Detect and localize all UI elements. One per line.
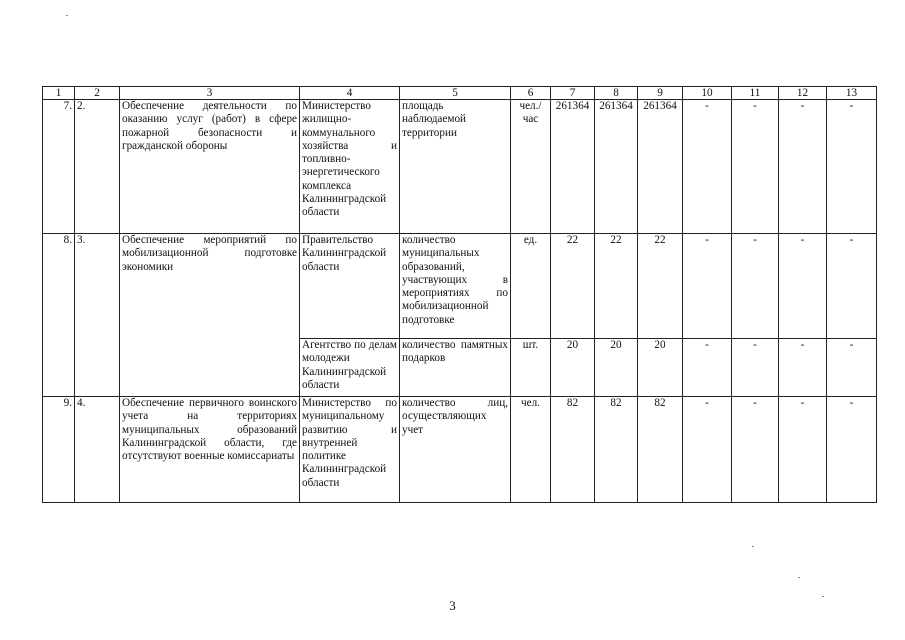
value-cell: 261364: [551, 100, 595, 234]
unit-cell: чел./ час: [511, 100, 551, 234]
column-header: 9: [638, 87, 683, 100]
unit-cell: чел.: [511, 397, 551, 503]
value-cell: -: [732, 397, 779, 503]
value-cell: -: [683, 234, 732, 339]
column-header: 4: [300, 87, 400, 100]
service-name: Обеспечение первичного воинского учета на территориях муниципальных образований Калининградской области, где отсутствуют военные комиссариаты: [120, 397, 300, 503]
column-header: 1: [43, 87, 75, 100]
value-cell: -: [732, 100, 779, 234]
column-header: 12: [779, 87, 827, 100]
column-header: 11: [732, 87, 779, 100]
value-cell: -: [779, 339, 827, 397]
scan-speck: [752, 546, 754, 547]
value-cell: -: [683, 339, 732, 397]
value-cell: 82: [595, 397, 638, 503]
service-name: Обеспечение мероприятий по мобилизационной подготовке экономики: [120, 234, 300, 397]
value-cell: -: [683, 100, 732, 234]
indicator-name: количество лиц, осуществляющих учет: [400, 397, 511, 503]
services-table: [42, 86, 877, 503]
table-row: [43, 100, 877, 234]
item-number: 3.: [75, 234, 120, 397]
indicator-name: площадь наблюдаемой территории: [400, 100, 511, 234]
value-cell: -: [779, 234, 827, 339]
value-cell: -: [779, 397, 827, 503]
unit-cell: шт.: [511, 339, 551, 397]
authority-name: Правительство Калининградской области: [300, 234, 400, 339]
value-cell: 20: [551, 339, 595, 397]
value-cell: -: [683, 397, 732, 503]
row-number: 8.: [43, 234, 75, 397]
value-cell: 22: [551, 234, 595, 339]
scan-speck: [798, 577, 800, 578]
item-number: 4.: [75, 397, 120, 503]
value-cell: -: [732, 234, 779, 339]
value-cell: 261364: [595, 100, 638, 234]
value-cell: -: [827, 397, 877, 503]
column-header: 2: [75, 87, 120, 100]
value-cell: 82: [638, 397, 683, 503]
page-number: 3: [449, 598, 456, 613]
value-cell: 261364: [638, 100, 683, 234]
column-header: 5: [400, 87, 511, 100]
scan-speck: [66, 15, 68, 16]
column-header: 8: [595, 87, 638, 100]
column-header: 3: [120, 87, 300, 100]
column-header: 13: [827, 87, 877, 100]
value-cell: -: [732, 339, 779, 397]
authority-name: Министерство жилищно-коммунального хозяйства и топливно-энергетического комплекса Калининградской области: [300, 100, 400, 234]
unit-cell: ед.: [511, 234, 551, 339]
value-cell: 22: [638, 234, 683, 339]
value-cell: -: [827, 100, 877, 234]
authority-name: Агентство по делам молодежи Калининградской области: [300, 339, 400, 397]
column-header: 10: [683, 87, 732, 100]
scan-speck: [822, 596, 824, 597]
value-cell: -: [827, 234, 877, 339]
item-number: 2.: [75, 100, 120, 234]
row-number: 9.: [43, 397, 75, 503]
column-header: 6: [511, 87, 551, 100]
column-number-row: [43, 87, 877, 100]
value-cell: 20: [595, 339, 638, 397]
indicator-name: количество памятных подарков: [400, 339, 511, 397]
authority-name: Министерство по муниципальному развитию и внутренней политике Калининградской области: [300, 397, 400, 503]
table-row: [43, 397, 877, 503]
value-cell: 82: [551, 397, 595, 503]
row-number: 7.: [43, 100, 75, 234]
column-header: 7: [551, 87, 595, 100]
value-cell: 20: [638, 339, 683, 397]
value-cell: 22: [595, 234, 638, 339]
value-cell: -: [779, 100, 827, 234]
service-name: Обеспечение деятельности по оказанию услуг (работ) в сфере пожарной безопасности и гражданской обороны: [120, 100, 300, 234]
indicator-name: количество муниципальных образований, участвующих в мероприятиях по мобилизационной подготовке: [400, 234, 511, 339]
table-row: [43, 234, 877, 339]
value-cell: -: [827, 339, 877, 397]
